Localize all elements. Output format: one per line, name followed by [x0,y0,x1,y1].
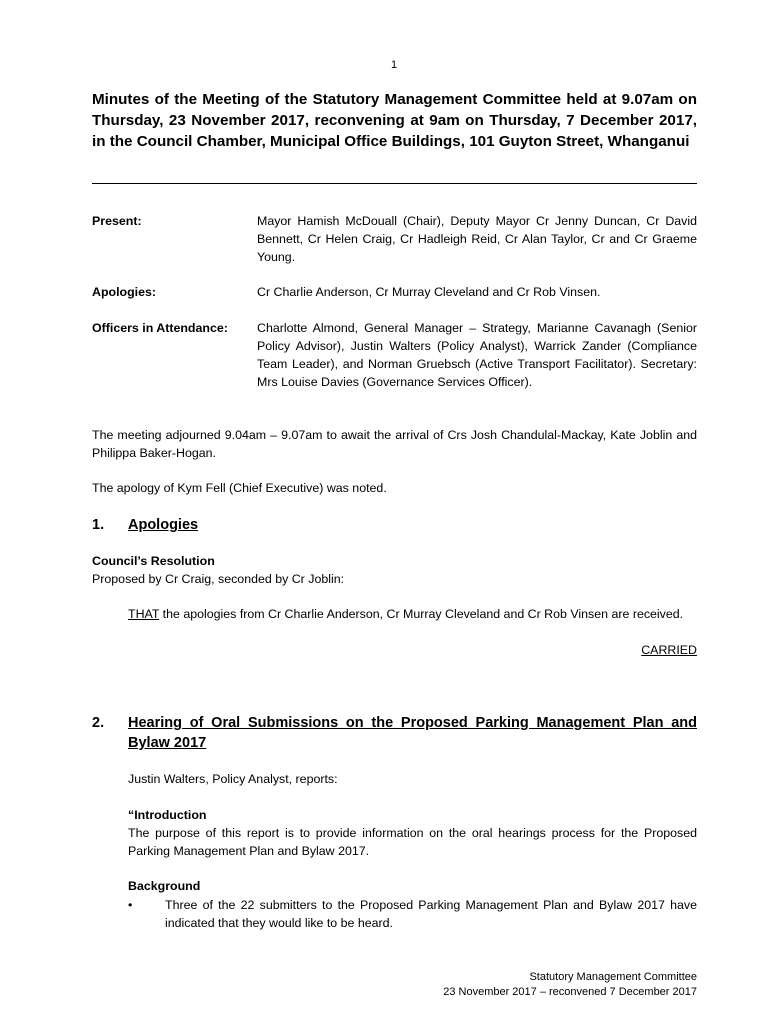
introduction-heading: “Introduction [128,808,207,822]
adjourned-paragraph: The meeting adjourned 9.04am – 9.07am to await the arrival of Crs Josh Chandulal-Mackay, Kate Joblin and Philippa Baker-Hogan. [92,428,697,460]
resolution-text [128,605,697,623]
section-1-heading: Apologies [128,517,199,533]
footer-date: 23 November 2017 – reconvened 7 December 2017 [443,986,697,998]
officers-label: Officers in Attendance: [92,321,228,335]
title-divider [92,183,697,184]
apology-noted-paragraph: The apology of Kym Fell (Chief Executive) was noted. [92,481,387,495]
page-title: Minutes of the Meeting of the Statutory Management Committee held at 9.07am on Thursday, 23 November 2017, reconvening at 9am on Thursday, 7 December 2017, in the Council Chamber, Municipal Office Buildings, 101 Guyton Street, Whanganui [92,91,697,150]
that-keyword: THAT [128,607,160,621]
section-2-heading: Hearing of Oral Submissions on the Proposed Parking Management Plan and Bylaw 2017 [128,715,697,751]
present-label: Present: [92,214,142,228]
reporter-text: Justin Walters, Policy Analyst, reports: [128,772,338,786]
resolution-label: Council’s Resolution [92,554,215,568]
apologies-text: Cr Charlie Anderson, Cr Murray Cleveland and Cr Rob Vinsen. [257,285,601,299]
footer-committee: Statutory Management Committee [529,971,697,983]
section-2-number: 2. [92,715,105,731]
bullet-icon: • [128,898,133,912]
section-1-number: 1. [92,517,105,533]
background-heading: Background [128,879,201,893]
apologies-label: Apologies: [92,285,157,299]
officers-text: Charlotte Almond, General Manager – Strategy, Marianne Cavanagh (Senior Policy Advisor), Justin Walters (Policy Analyst), Warrick Zander (Compliance Team Leader), and Norman Gruebsch (Active Transport Facilitator). Secretary: Mrs Louise Davies (Governance Services Officer). [257,321,697,389]
carried-label: CARRIED [641,643,697,657]
proposed-by-text: Proposed by Cr Craig, seconded by Cr Joblin: [92,572,345,586]
resolution-body: the apologies from Cr Charlie Anderson, Cr Murray Cleveland and Cr Rob Vinsen are received. [159,607,684,621]
bullet-text: Three of the 22 submitters to the Proposed Parking Management Plan and Bylaw 2017 have indicated that they would like to be heard. [165,898,697,930]
introduction-text: The purpose of this report is to provide information on the oral hearings process for the Proposed Parking Management Plan and Bylaw 2017. [128,826,697,858]
page-number: 1 [390,59,398,71]
present-text: Mayor Hamish McDouall (Chair), Deputy Mayor Cr Jenny Duncan, Cr David Bennett, Cr Helen Craig, Cr Hadleigh Reid, Cr Alan Taylor, Cr and Cr Graeme Young. [257,214,697,264]
